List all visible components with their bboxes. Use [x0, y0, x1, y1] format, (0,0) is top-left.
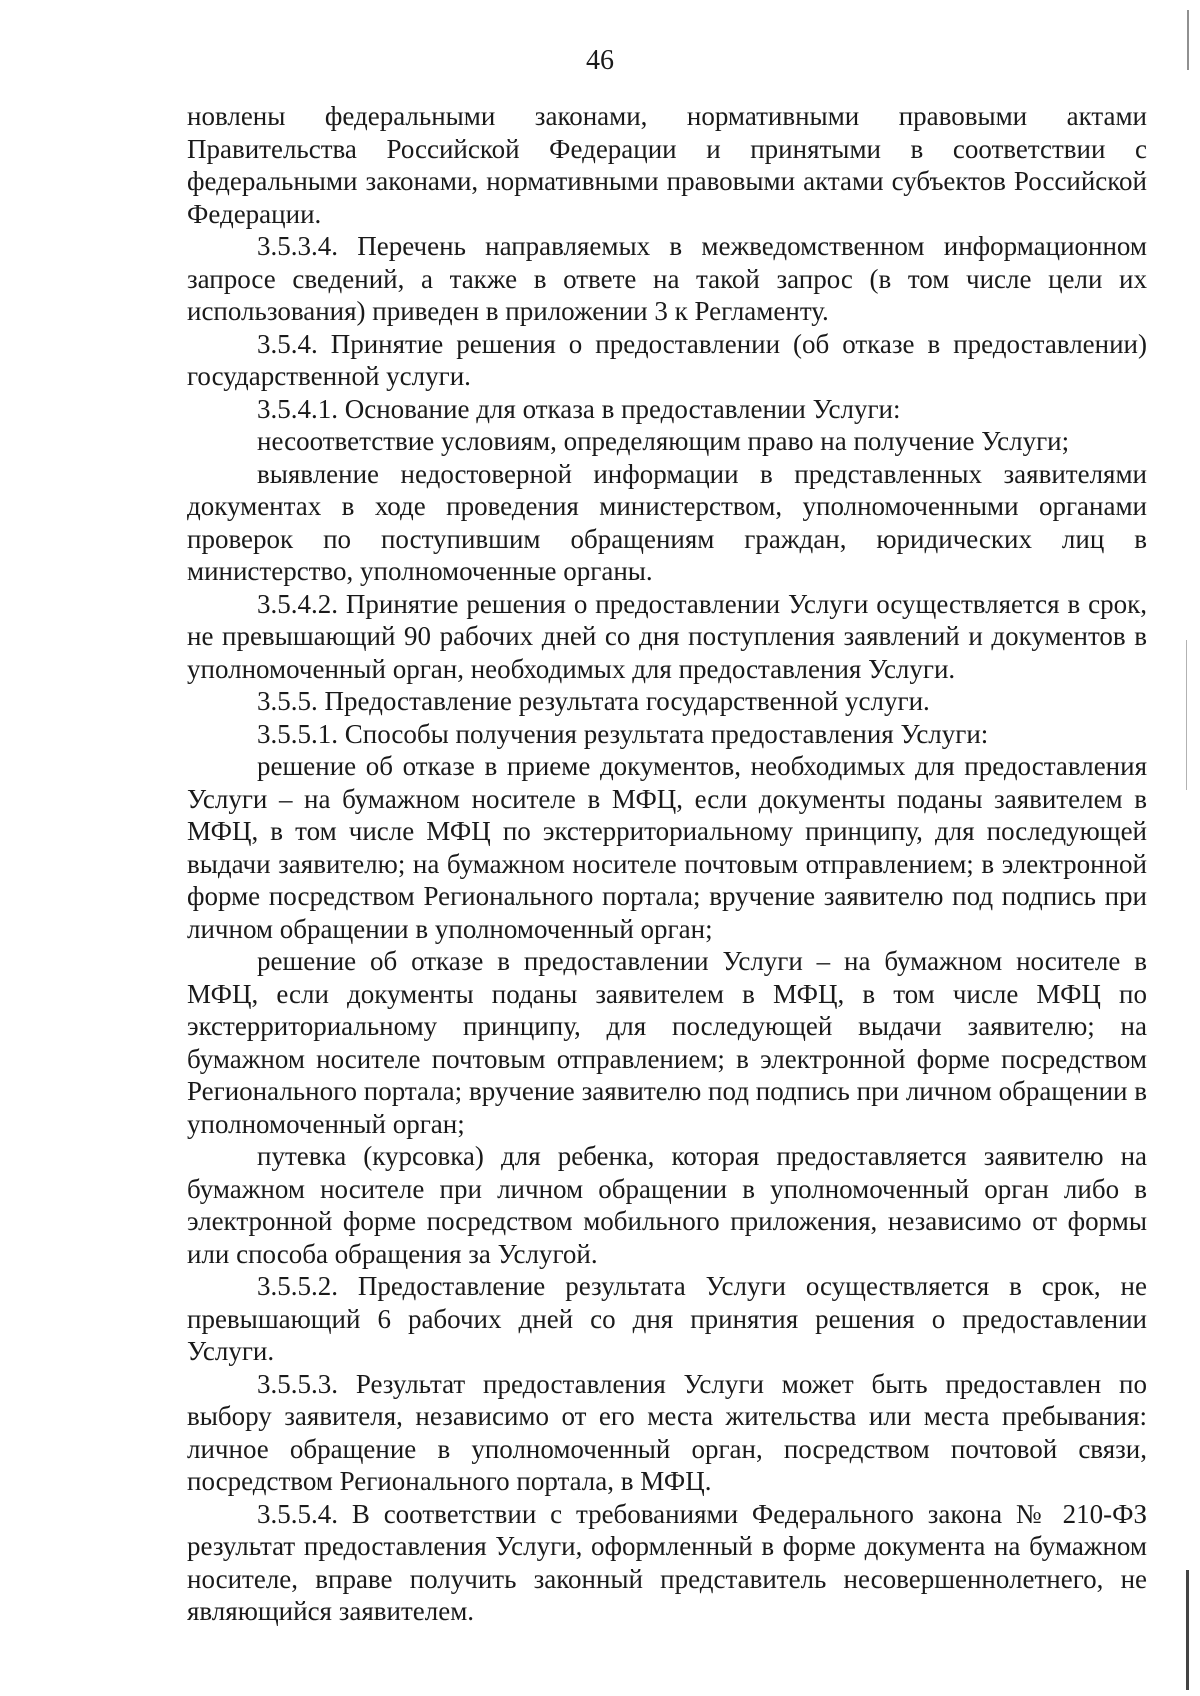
scan-edge-mark: [1186, 1570, 1189, 1690]
page-number: 46: [586, 45, 614, 76]
paragraph: выявление недостоверной информации в представленных заявителями документах в ходе проведения министерством, уполномоченными органами проверок по поступившим обращениям граждан, юридических лиц в министерство, уполномоченные органы.: [187, 458, 1147, 586]
paragraph: новлены федеральными законами, нормативными правовыми актами Правительства Российской Федерации и принятыми в соответствии с федеральными законами, нормативными правовыми актами субъектов Российской Федерации.: [187, 101, 1147, 229]
paragraph: решение об отказе в приеме документов, необходимых для предоставления Услуги – на бумажном носителе в МФЦ, если документы поданы заявителем в МФЦ, в том числе МФЦ по экстерриториальному принципу, для последующей выдачи заявителю; на бумажном носителе почтовым отправлением; в электронной форме посредством Регионального портала; вручение заявителю под подпись при личном обращении в уполномоченный орган;: [187, 751, 1147, 944]
paragraph: 3.5.4.1. Основание для отказа в предоставлении Услуги:: [257, 393, 901, 424]
paragraph: 3.5.4. Принятие решения о предоставлении (об отказе в предоставлении) государственной услуги.: [187, 328, 1147, 391]
paragraph: 3.5.5.4. В соответствии с требованиями Федерального закона № 210-ФЗ результат предоставления Услуги, оформленный в форме документа на бумажном носителе, вправе получить законный представитель несовершеннолетнего, не являющийся заявителем.: [187, 1498, 1147, 1626]
paragraph: 3.5.5.3. Результат предоставления Услуги может быть предоставлен по выбору заявителя, независимо от его места жительства или места пребывания: личное обращение в уполномоченный орган, посредством почтовой связи, посредством Регионального портала, в МФЦ.: [187, 1368, 1147, 1496]
document-body: [187, 100, 1147, 1628]
paragraph: 3.5.5.2. Предоставление результата Услуги осуществляется в срок, не превышающий 6 рабочих дней со дня принятия решения о предоставлении Услуги.: [187, 1271, 1147, 1366]
paragraph: 3.5.4.2. Принятие решения о предоставлении Услуги осуществляется в срок, не превышающий 90 рабочих дней со дня поступления заявлений и документов в уполномоченный орган, необходимых для предоставления Услуги.: [187, 588, 1147, 684]
paragraph: 3.5.5. Предоставление результата государственной услуги.: [257, 686, 930, 716]
paragraph: решение об отказе в предоставлении Услуги – на бумажном носителе в МФЦ, если документы поданы заявителем в МФЦ, в том числе МФЦ по экстерриториальному принципу, для последующей выдачи заявителю; на бумажном носителе почтовым отправлением; в электронной форме посредством Регионального портала; вручение заявителю под подпись при личном обращении в уполномоченный орган;: [187, 946, 1147, 1139]
scan-edge-mark: [1186, 640, 1187, 790]
paragraph: 3.5.5.1. Способы получения результата предоставления Услуги:: [257, 718, 989, 749]
scan-edge-mark: [1187, 10, 1189, 70]
paragraph: несоответствие условиям, определяющим право на получение Услуги;: [257, 426, 1070, 456]
paragraph: 3.5.3.4. Перечень направляемых в межведомственном информационном запросе сведений, а также в ответе на такой запрос (в том числе цели их использования) приведен в приложении 3 к Регламенту.: [187, 231, 1147, 326]
paragraph: путевка (курсовка) для ребенка, которая предоставляется заявителю на бумажном носителе при личном обращении в уполномоченный орган либо в электронной форме посредством мобильного приложения, независимо от формы или способа обращения за Услугой.: [187, 1141, 1147, 1269]
